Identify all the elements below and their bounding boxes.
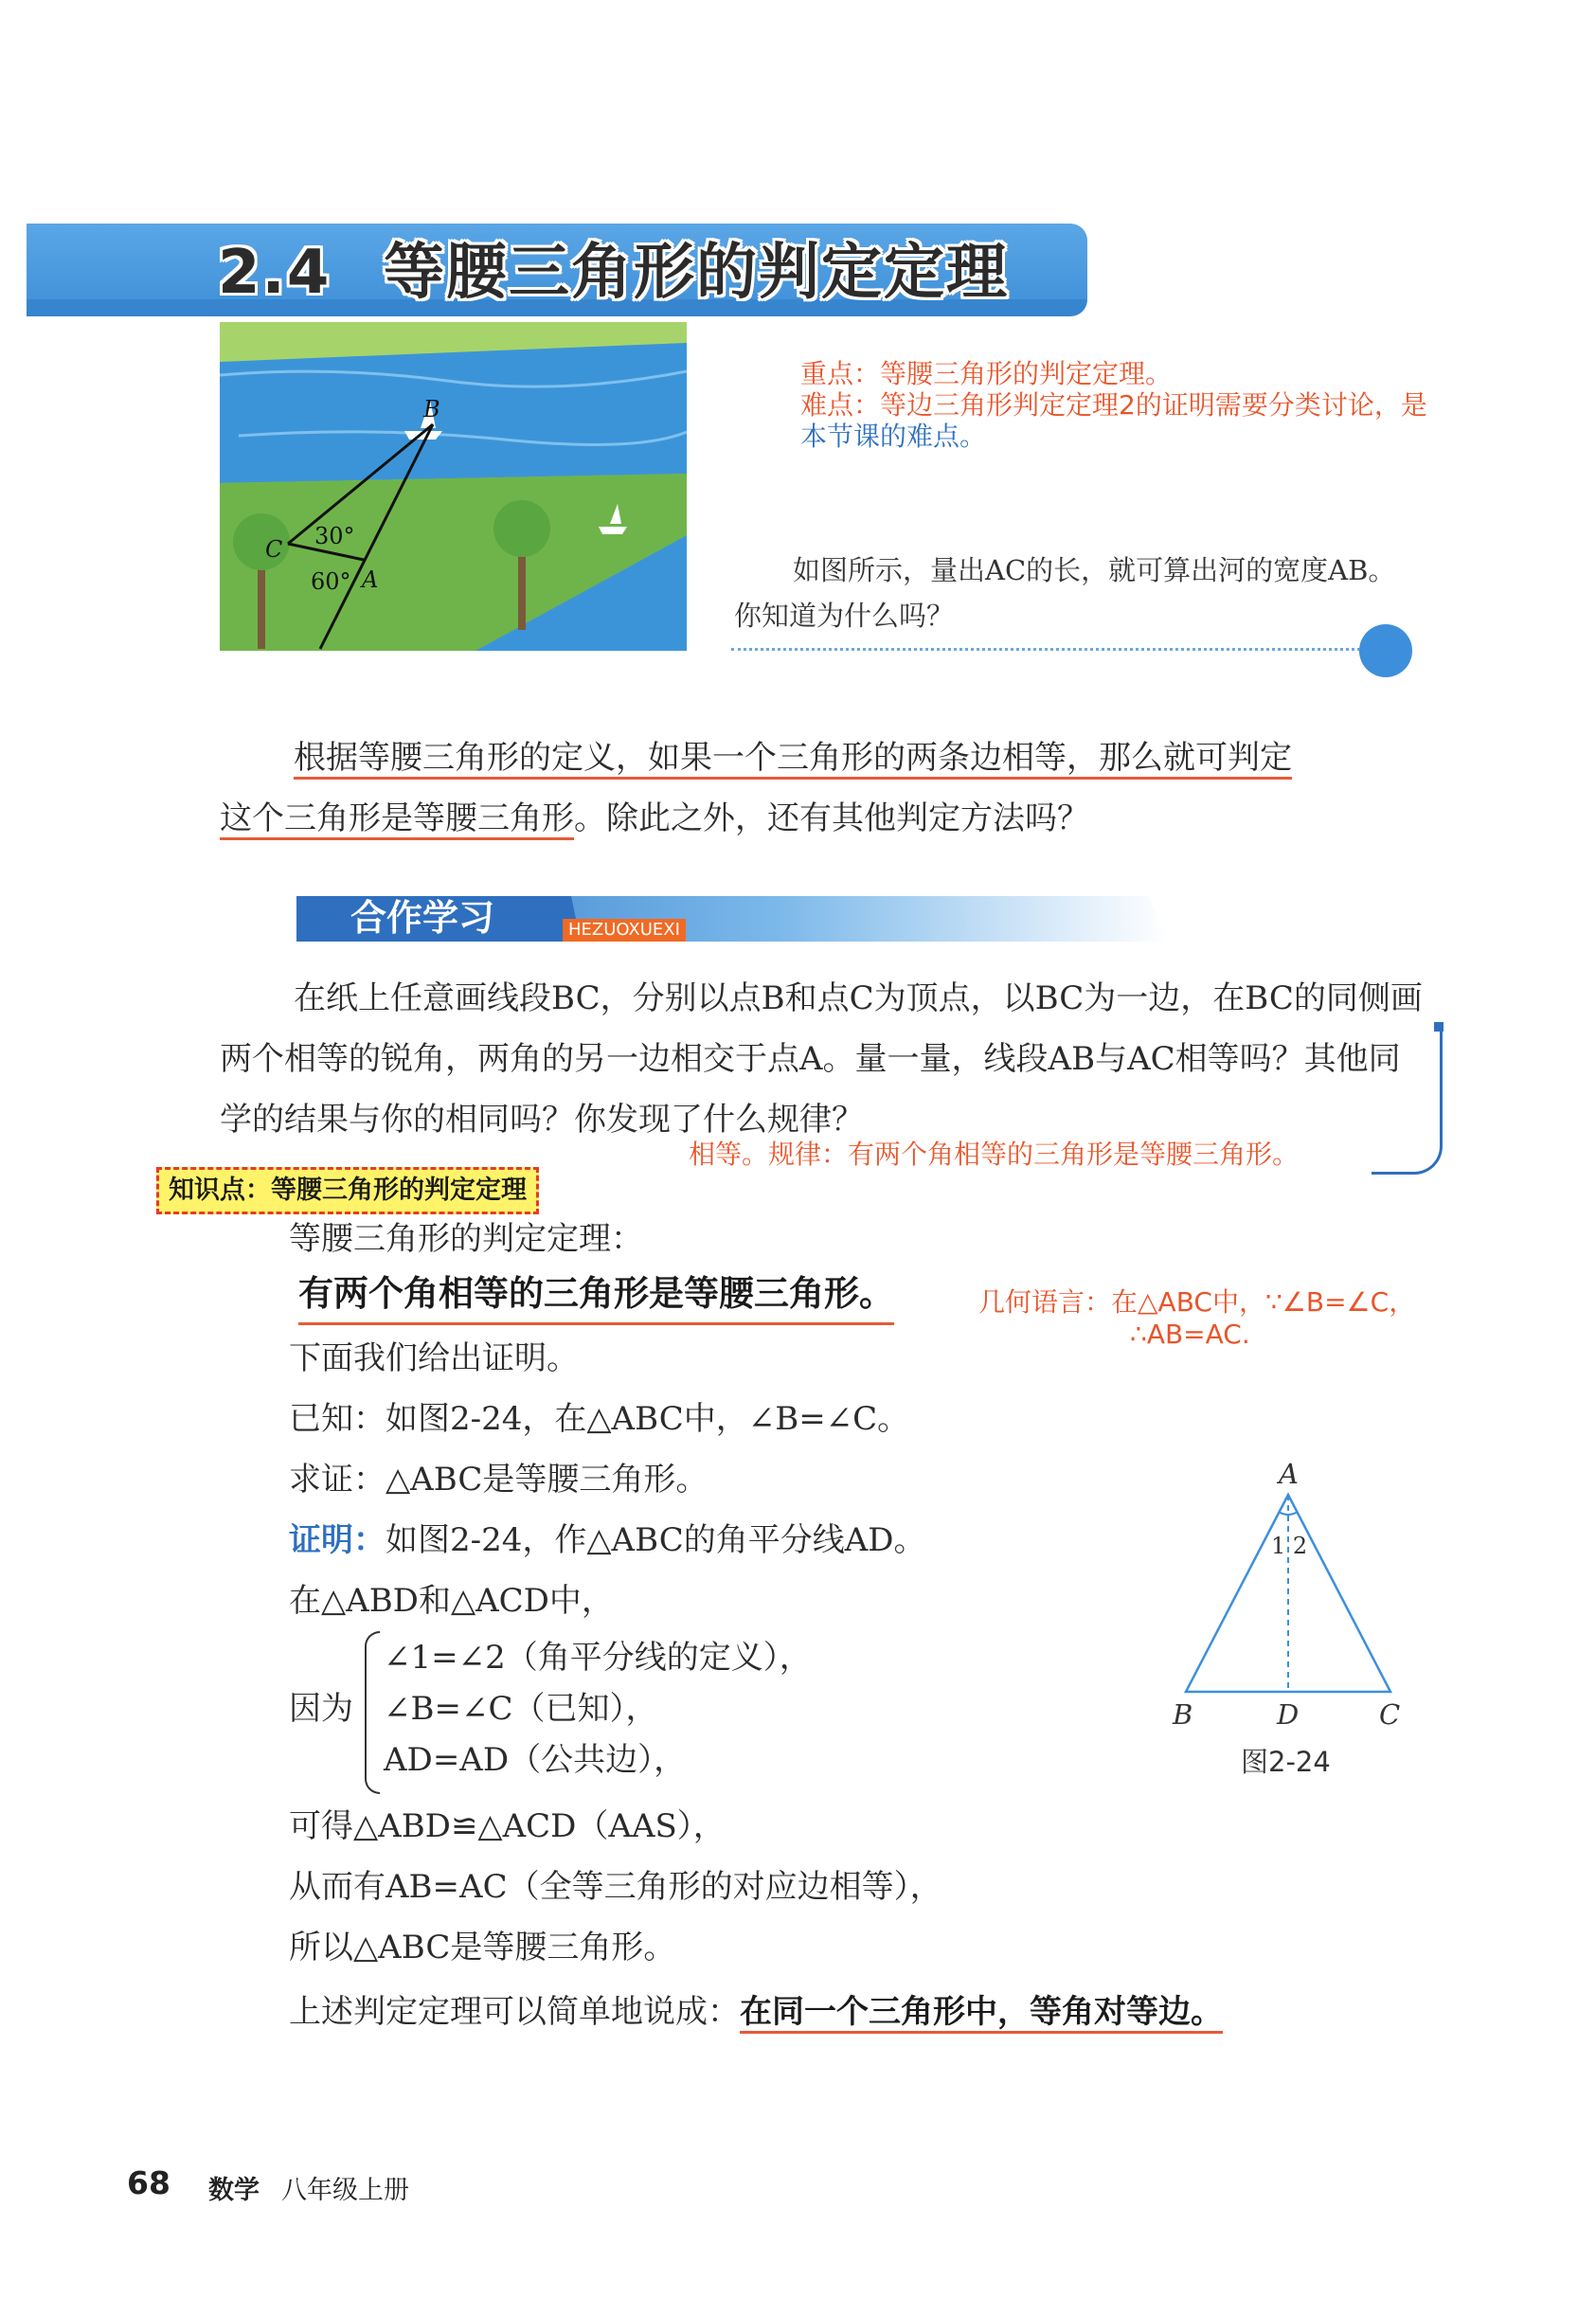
proof-condition-3: AD=AD（公共边）， (384, 1741, 687, 1779)
page-number: 68 (127, 2164, 170, 2201)
difficulty-note-cont: 本节课的难点。 (800, 421, 987, 452)
proof-step-2: 在△ABD和△ACD中， (289, 1582, 614, 1620)
dotted-divider (731, 648, 1366, 651)
label-d: D (1277, 1698, 1300, 1731)
brace (365, 1631, 380, 1794)
figure-2-24 (1156, 1459, 1411, 1743)
proof-to-prove: 求证：△ABC是等腰三角形。 (289, 1461, 708, 1499)
label-b: B (1173, 1698, 1193, 1731)
proof-intro: 下面我们给出证明。 (289, 1339, 579, 1377)
proof-given: 已知：如图2-24，在△ABC中，∠B=∠C。 (289, 1400, 910, 1438)
angle-c-label: 30° (314, 523, 355, 549)
key-point-note: 重点：等腰三角形的判定定理。 (800, 358, 1173, 389)
proof-because: 因为 (289, 1690, 353, 1728)
section-number: 2.4 (218, 238, 332, 308)
label-c: C (265, 536, 283, 563)
footer-subject: 数学 (208, 2176, 260, 2205)
proof-label: 证明： (289, 1521, 386, 1559)
blue-dot-icon (1359, 624, 1412, 677)
coop-subtitle: HEZUOXUEXI (563, 919, 686, 942)
angle-a-label: 60° (311, 568, 351, 595)
geometry-language-note: 几何语言：在△ABC中，∵∠B=∠C， ∴AB=AC. (978, 1286, 1416, 1350)
bracket-marker (1434, 1022, 1444, 1032)
difficulty-note: 难点：等边三角形判定定理2的证明需要分类讨论，是 (800, 389, 1427, 421)
theorem-statement: 有两个角相等的三角形是等腰三角形。 (298, 1266, 894, 1325)
intro-question: 如图所示，量出AC的长，就可算出河的宽度AB。你知道为什么吗？ (734, 554, 1396, 632)
label-a: A (1279, 1459, 1299, 1490)
theorem-intro: 等腰三角形的判定定理： (289, 1220, 643, 1258)
proof-result-2: 从而有AB=AC（全等三角形的对应边相等）， (289, 1868, 942, 1906)
footer-grade: 八年级上册 (281, 2176, 409, 2205)
figure-caption: 图2-24 (1241, 1746, 1331, 1778)
proof-step-1: 证明：如图2-24，作△ABC的角平分线AD。 (289, 1521, 926, 1559)
paragraph-definition: 根据等腰三角形的定义，如果一个三角形的两条边相等，那么就可判定 这个三角形是等腰三角形。除此之外，还有其他判定方法吗？ (220, 727, 1413, 849)
knowledge-point-tag: 知识点：等腰三角形的判定定理 (156, 1167, 539, 1214)
river-scene-illustration (220, 322, 687, 651)
proof-result-3: 所以△ABC是等腰三角形。 (289, 1929, 676, 1966)
answer-note: 相等。规律：有两个角相等的三角形是等腰三角形。 (689, 1139, 1300, 1170)
answer-bracket (1372, 1028, 1443, 1175)
proof-condition-1: ∠1=∠2（角平分线的定义）， (384, 1639, 812, 1677)
coop-title: 合作学习 (350, 897, 495, 939)
proof-condition-2: ∠B=∠C（已知）， (384, 1690, 658, 1728)
section-title: 等腰三角形的判定定理 (384, 238, 1009, 308)
proof-summary: 上述判定定理可以简单地说成：在同一个三角形中，等角对等边。 (289, 1984, 1223, 2040)
label-a: A (362, 566, 379, 593)
label-b: B (423, 396, 440, 422)
paragraph-activity: 在纸上任意画线段BC，分别以点B和点C为顶点，以BC为一边，在BC的同侧画两个相等的锐角，两角的另一边相交于点A。量一量，线段AB与AC相等吗？其他同学的结果与你的相同吗？你发现了什么规律？ (220, 979, 1423, 1139)
proof-result-1: 可得△ABD≌△ACD（AAS）， (289, 1807, 726, 1845)
angle-labels: 1 2 (1271, 1533, 1308, 1559)
label-c: C (1379, 1698, 1401, 1731)
summary-key: 在同一个三角形中，等角对等边。 (740, 1993, 1223, 2034)
